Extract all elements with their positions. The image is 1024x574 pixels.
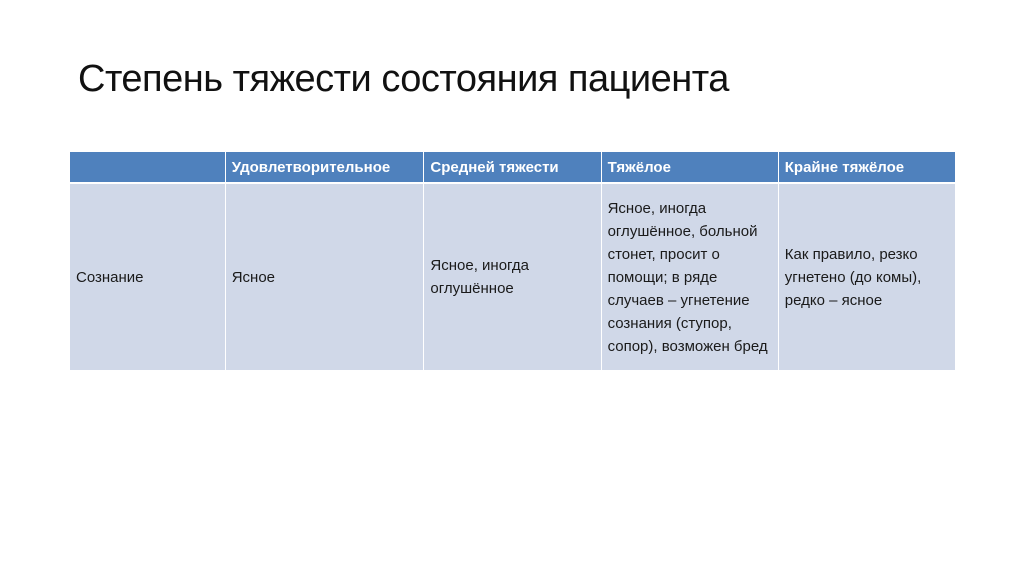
cell-moderate: Ясное, иногда оглушённое (424, 183, 601, 371)
table-header-satisfactory: Удовлетворительное (225, 152, 424, 184)
cell-extremely-severe: Как правило, резко угнетено (до комы), редко – ясное (778, 183, 955, 371)
cell-severe: Ясное, иногда оглушённое, больной стонет, просит о помощи; в ряде случаев – угнетение сознания (ступор, сопор), возможен бред (601, 183, 778, 371)
slide-title: Степень тяжести состояния пациента (78, 58, 729, 100)
table-header-severe: Тяжёлое (601, 152, 778, 184)
table-header-extremely-severe: Крайне тяжёлое (778, 152, 955, 184)
table-row (70, 183, 956, 371)
table-header-row (70, 152, 956, 184)
row-label-consciousness: Сознание (70, 183, 226, 371)
cell-satisfactory: Ясное (225, 183, 424, 371)
table-header-empty (70, 152, 226, 184)
table-header-moderate: Средней тяжести (424, 152, 601, 184)
severity-table (69, 151, 956, 371)
